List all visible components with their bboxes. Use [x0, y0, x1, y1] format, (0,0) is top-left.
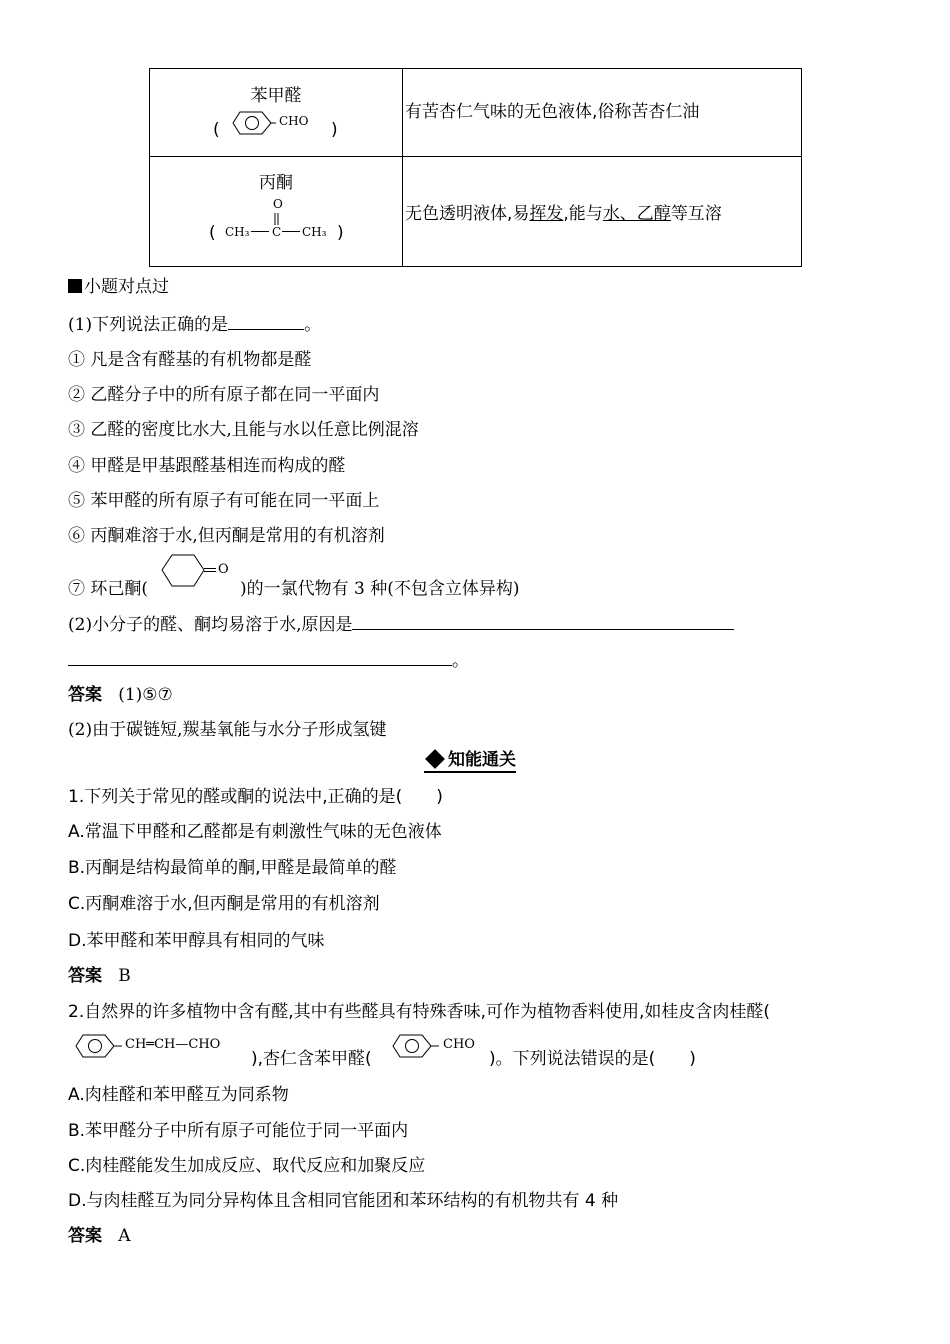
problem-1-stem: 1.下列关于常见的醛或酮的说法中,正确的是( ) [68, 787, 443, 807]
section-tag-icon [68, 279, 82, 293]
list-item: ② 乙醛分子中的所有原子都在同一平面内 [68, 385, 380, 405]
compound-name-cell [150, 157, 403, 267]
option-item: A.肉桂醛和苯甲醛互为同系物 [68, 1085, 289, 1105]
list-item: ④ 甲醛是甲基跟醛基相连而构成的醛 [68, 456, 346, 476]
answer-label: 答案 [68, 685, 102, 705]
stem-text: (2)小分子的醛、酮均易溶于水,原因是 [68, 615, 353, 635]
stem-text: ),杏仁含苯甲醛( [251, 1049, 372, 1069]
answer-line: (2)由于碳链短,羰基氧能与水分子形成氢键 [68, 720, 387, 740]
section-heading [68, 272, 169, 297]
list-item: ③ 乙醛的密度比水大,且能与水以任意比例混溶 [68, 420, 419, 440]
table-row [150, 69, 802, 157]
stem-end: 。 [304, 315, 322, 335]
desc-text: 等互溶 [670, 204, 722, 224]
answer-value: A [118, 1226, 131, 1246]
compound-name: 丙酮 [259, 173, 293, 193]
formula-o: O [273, 197, 283, 211]
cyclohexanone-structure-icon [160, 552, 226, 592]
stem-text: )。下列说法错误的是( ) [489, 1049, 696, 1069]
desc-text: 无色透明液体,易 [405, 204, 530, 224]
option-item: B.苯甲醛分子中所有原子可能位于同一平面内 [68, 1121, 409, 1141]
section-heading [424, 745, 516, 770]
item-text: ⑦ 环己酮( [68, 579, 149, 599]
answer-value: (1)⑤⑦ [118, 685, 173, 705]
benzene-ring-icon [391, 1031, 439, 1061]
desc-text: ,能与 [563, 204, 603, 224]
desc-underlined: 水、乙醇 [602, 204, 671, 224]
answer-line [68, 680, 173, 705]
benzene-ring-icon [231, 108, 276, 138]
compound-name-cell [150, 69, 403, 157]
benzene-ring-icon [74, 1031, 122, 1061]
option-item: C.肉桂醛能发生加成反应、取代反应和加聚反应 [68, 1156, 426, 1176]
diamond-icon [425, 749, 445, 769]
properties-table [149, 68, 802, 267]
section-label: 小题对点过 [84, 277, 169, 297]
formula-o: O [218, 562, 229, 577]
answer-blank [352, 629, 734, 630]
question-2-continuation [68, 646, 469, 671]
desc-underlined: 挥发 [529, 204, 564, 224]
list-item: ① 凡是含有醛基的有机物都是醛 [68, 350, 312, 370]
formula-left: CH₃ [225, 225, 250, 239]
option-item: A.常温下甲醛和乙醛都是有刺激性气味的无色液体 [68, 822, 442, 842]
answer-label: 答案 [68, 966, 102, 986]
item-text: )的一氯代物有 3 种(不包含立体异构) [240, 579, 520, 599]
option-item: C.丙酮难溶于水,但丙酮是常用的有机溶剂 [68, 894, 380, 914]
compound-description [403, 157, 802, 267]
answer-blank [68, 647, 452, 666]
list-item [68, 574, 148, 599]
table-row [150, 157, 802, 267]
option-item: D.与肉桂醛互为同分异构体且含相同官能团和苯环结构的有机物共有 4 种 [68, 1191, 619, 1211]
benzaldehyde-formula: CHO [443, 1037, 475, 1052]
answer-line [68, 961, 131, 986]
list-item: ⑥ 丙酮难溶于水,但丙酮是常用的有机溶剂 [68, 526, 385, 546]
answer-blank [228, 329, 304, 330]
formula-c: C [272, 225, 282, 239]
stem-end: 。 [452, 651, 469, 671]
answer-line [68, 1221, 131, 1246]
cinnamaldehyde-formula: CH═CH—CHO [125, 1037, 221, 1052]
formula-text: CHO [279, 114, 309, 128]
section-title: 知能通关 [448, 750, 516, 770]
option-item: B.丙酮是结构最简单的酮,甲醛是最简单的醛 [68, 858, 397, 878]
list-item: ⑤ 苯甲醛的所有原子有可能在同一平面上 [68, 491, 380, 511]
option-item: D.苯甲醛和苯甲醇具有相同的气味 [68, 931, 325, 951]
benzaldehyde-structure: ( CHO ) [151, 106, 401, 146]
problem-2-stem: 2.自然界的许多植物中含有醛,其中有些醛具有特殊香味,可作为植物香料使用,如桂皮含肉桂醛( [68, 1002, 771, 1022]
answer-label: 答案 [68, 1226, 102, 1246]
answer-value: B [118, 966, 131, 986]
stem-text: (1)下列说法正确的是 [68, 315, 229, 335]
acetone-structure: ( O CH₃ C CH₃ ) [209, 197, 344, 243]
formula-right: CH₃ [302, 225, 327, 239]
compound-name: 苯甲醛 [250, 86, 302, 106]
question-1-stem [68, 310, 321, 335]
question-2-stem [68, 610, 734, 635]
compound-description: 有苦杏仁气味的无色液体,俗称苦杏仁油 [403, 69, 802, 157]
double-bond-icon [271, 213, 283, 225]
